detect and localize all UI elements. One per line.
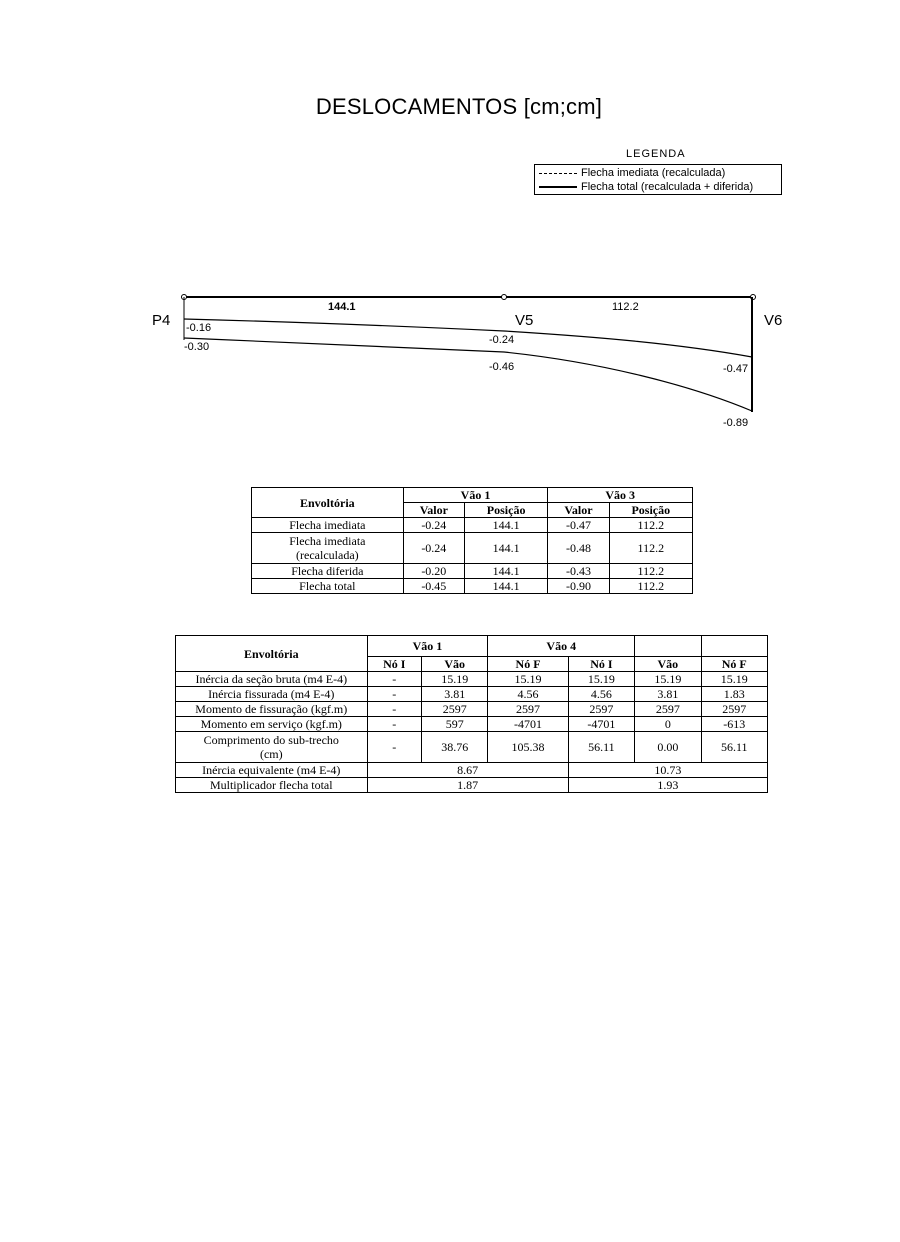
cell: 1.87 xyxy=(367,778,568,793)
table-row xyxy=(176,732,768,763)
row-label: Flecha imediata xyxy=(252,518,404,533)
column-header-span4: Vão 4 xyxy=(488,636,635,657)
cell: 0 xyxy=(635,717,701,732)
cell: 0.00 xyxy=(635,732,701,763)
table-row xyxy=(176,672,768,687)
row-label: Comprimento do sub-trecho (cm) xyxy=(176,732,368,763)
cell: 15.19 xyxy=(635,672,701,687)
deflection-envelope-table xyxy=(251,487,693,594)
column-header-envoltoria: Envoltória xyxy=(252,488,404,518)
support-label-right: V6 xyxy=(764,312,783,329)
column-header-blank xyxy=(635,636,701,657)
cell: - xyxy=(367,702,421,717)
cell: 105.38 xyxy=(488,732,568,763)
cell: -0.47 xyxy=(548,518,609,533)
cell: 8.67 xyxy=(367,763,568,778)
row-label: Flecha imediata (recalculada) xyxy=(252,533,404,564)
row-label: Multiplicador flecha total xyxy=(176,778,368,793)
column-header-no-i: Nó I xyxy=(568,657,634,672)
row-label: Inércia equivalente (m4 E-4) xyxy=(176,763,368,778)
table-row xyxy=(252,533,693,564)
legend-item-label: Flecha imediata (recalculada) xyxy=(581,167,726,179)
column-header-valor: Valor xyxy=(403,503,464,518)
cell: 4.56 xyxy=(568,687,634,702)
table-row xyxy=(252,518,693,533)
cell: -613 xyxy=(701,717,767,732)
cell: 15.19 xyxy=(568,672,634,687)
support-node-middle xyxy=(502,295,507,300)
immediate-start-label: -0.16 xyxy=(186,322,212,334)
table-row xyxy=(176,763,768,778)
column-header-blank xyxy=(701,636,767,657)
row-label: Flecha total xyxy=(252,579,404,594)
cell: - xyxy=(367,717,421,732)
cell: -0.24 xyxy=(403,533,464,564)
total-max-span2-label: -0.89 xyxy=(723,417,749,429)
column-header-span3: Vão 3 xyxy=(548,488,693,503)
cell: 2597 xyxy=(701,702,767,717)
cell: - xyxy=(367,732,421,763)
cell: 112.2 xyxy=(609,564,692,579)
cell: 15.19 xyxy=(701,672,767,687)
cell: 3.81 xyxy=(635,687,701,702)
cell: -0.43 xyxy=(548,564,609,579)
column-header-no-f: Nó F xyxy=(701,657,767,672)
immediate-max-span1-label: -0.24 xyxy=(489,334,515,346)
table-row xyxy=(176,717,768,732)
support-label-middle: V5 xyxy=(515,312,534,329)
span2-position-label: 112.2 xyxy=(612,301,639,313)
table-row xyxy=(176,778,768,793)
title-unit: [cm;cm] xyxy=(523,94,603,119)
cell: 4.56 xyxy=(488,687,568,702)
title-main: DESLOCAMENTOS xyxy=(315,94,518,119)
row-label: Inércia da seção bruta (m4 E-4) xyxy=(176,672,368,687)
cell: -0.48 xyxy=(548,533,609,564)
row-label: Momento em serviço (kgf.m) xyxy=(176,717,368,732)
row-label: Inércia fissurada (m4 E-4) xyxy=(176,687,368,702)
table-row xyxy=(176,687,768,702)
table-row xyxy=(252,579,693,594)
displacement-diagram xyxy=(0,0,900,460)
column-header-vao: Vão xyxy=(635,657,701,672)
cell: 2597 xyxy=(488,702,568,717)
cell: -4701 xyxy=(488,717,568,732)
cell: 2597 xyxy=(568,702,634,717)
table-row xyxy=(176,702,768,717)
column-header-no-f: Nó F xyxy=(488,657,568,672)
column-header-envoltoria: Envoltória xyxy=(176,636,368,672)
cell: 144.1 xyxy=(464,579,547,594)
cell: 144.1 xyxy=(464,564,547,579)
table-header-row xyxy=(252,488,693,503)
total-start-label: -0.30 xyxy=(184,341,210,353)
immediate-max-span2-label: -0.47 xyxy=(723,363,749,375)
cell: 112.2 xyxy=(609,533,692,564)
cell: 38.76 xyxy=(421,732,487,763)
cell: 15.19 xyxy=(488,672,568,687)
cell: 2597 xyxy=(635,702,701,717)
cell: -0.24 xyxy=(403,518,464,533)
column-header-vao: Vão xyxy=(421,657,487,672)
cell: 597 xyxy=(421,717,487,732)
cell: 2597 xyxy=(421,702,487,717)
table-header-row xyxy=(176,636,768,657)
table-row xyxy=(252,564,693,579)
cell: -0.45 xyxy=(403,579,464,594)
column-header-posicao: Posição xyxy=(464,503,547,518)
cell: - xyxy=(367,672,421,687)
column-header-span1: Vão 1 xyxy=(403,488,548,503)
row-label: Momento de fissuração (kgf.m) xyxy=(176,702,368,717)
cell: 10.73 xyxy=(568,763,767,778)
cell: -0.90 xyxy=(548,579,609,594)
cell: 1.93 xyxy=(568,778,767,793)
cell: - xyxy=(367,687,421,702)
support-label-left: P4 xyxy=(152,312,171,329)
column-header-posicao: Posição xyxy=(609,503,692,518)
cell: -4701 xyxy=(568,717,634,732)
cell: 112.2 xyxy=(609,579,692,594)
cell: 56.11 xyxy=(701,732,767,763)
cell: 56.11 xyxy=(568,732,634,763)
inertia-envelope-table xyxy=(175,635,768,793)
column-header-span1: Vão 1 xyxy=(367,636,488,657)
cell: -0.20 xyxy=(403,564,464,579)
immediate-deflection-line xyxy=(184,319,752,357)
cell: 144.1 xyxy=(464,518,547,533)
legend-item-label: Flecha total (recalculada + diferida) xyxy=(581,181,754,193)
total-deflection-line xyxy=(184,338,752,411)
column-header-no-i: Nó I xyxy=(367,657,421,672)
cell: 3.81 xyxy=(421,687,487,702)
total-max-span1-label: -0.46 xyxy=(489,361,515,373)
cell: 144.1 xyxy=(464,533,547,564)
span1-position-label: 144.1 xyxy=(328,301,356,313)
column-header-valor: Valor xyxy=(548,503,609,518)
legend-title: LEGENDA xyxy=(626,148,686,160)
cell: 112.2 xyxy=(609,518,692,533)
cell: 1.83 xyxy=(701,687,767,702)
row-label: Flecha diferida xyxy=(252,564,404,579)
cell: 15.19 xyxy=(421,672,487,687)
